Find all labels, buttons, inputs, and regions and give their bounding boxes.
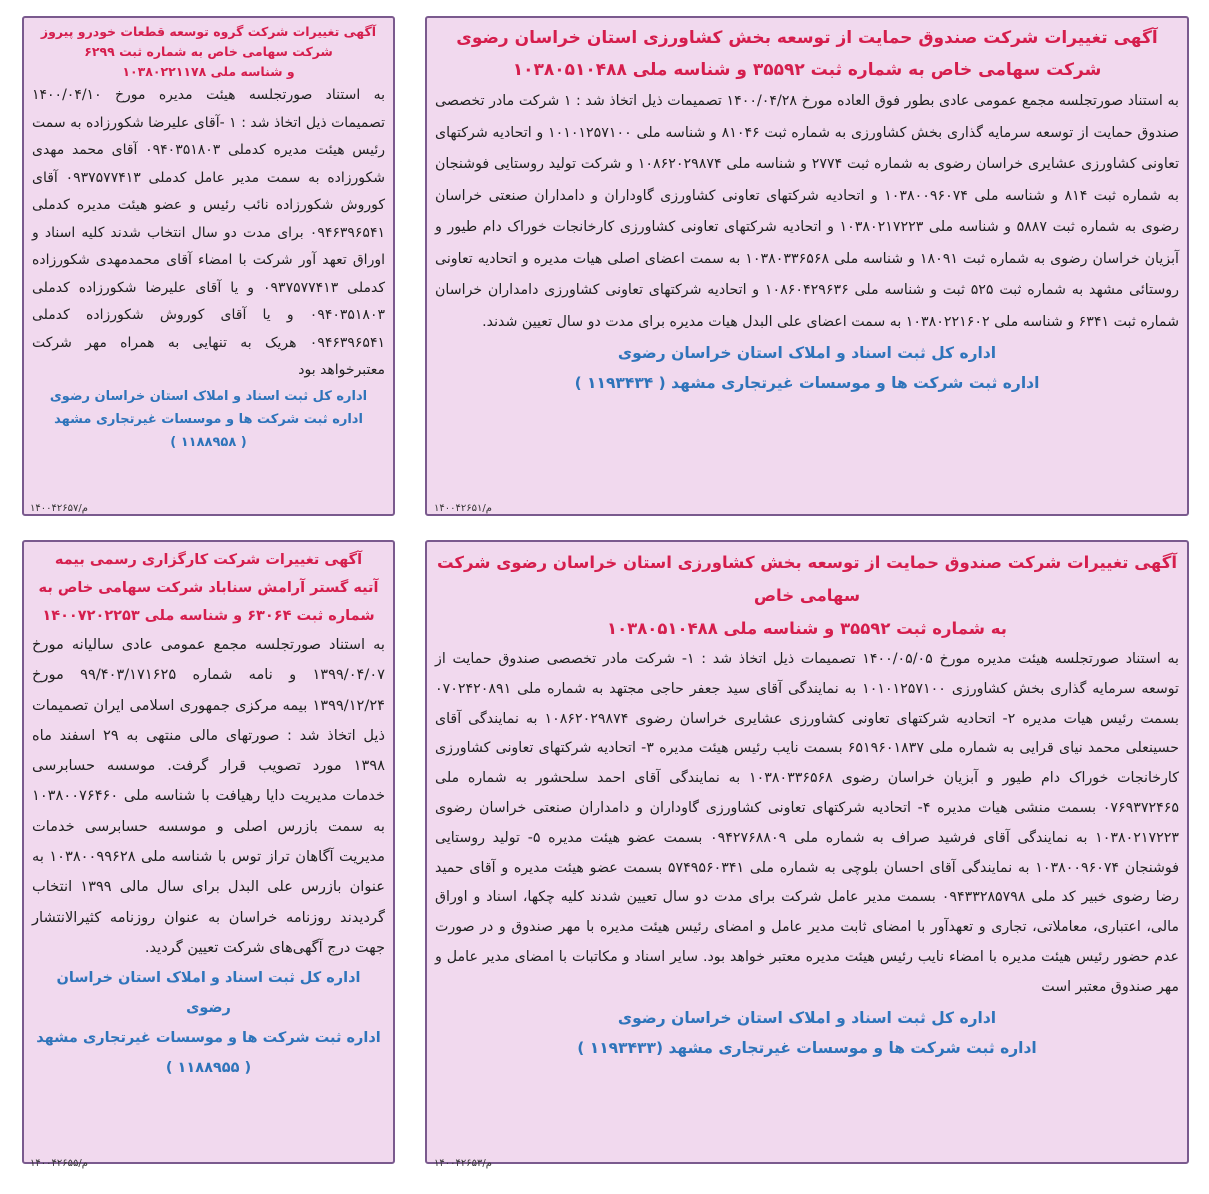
notice-footer-line: اداره کل ثبت اسناد و املاک استان خراسان رضوی xyxy=(617,344,997,362)
notice-title-line: آتیه گستر آرامش سناباد شرکت سهامی خاص به xyxy=(38,580,379,596)
notice-panel-4 xyxy=(22,540,395,1164)
notice-title-line: آگهی تغییرات شرکت گروه توسعه قطعات خودرو پیروز xyxy=(40,24,377,39)
notice-footer-line: اداره کل ثبت اسناد و املاک استان خراسان رضوی xyxy=(56,970,361,1017)
notice-body: به استناد صورتجلسه مجمع عمومی عادی سالیانه مورخ ۱۳۹۹/۰۴/۰۷ و نامه شماره ۹۹/۴۰۳/۱۷۱۶۲۵ مورخ ۱۳۹۹/۱۲/۲۴ بیمه مرکزی جمهوری اسلامی ایران تصمیمات ذیل اتخاذ شد : صورتهای مالی منتهی به ۲۹ اسفند ماه ۱۳۹۸ مورد تصویب قرار گرفت. موسسه حسابرسی خدمات مدیریت دایا رهیافت با شناسه ملی ۱۰۳۸۰۰۷۶۴۶۰ به سمت بازرس اصلی و موسسه حسابرسی خدمات مدیریت آگاهان تراز توس با شناسه ملی ۱۰۳۸۰۰۹۹۶۲۸ به عنوان بازرس علی البدل برای سال مالی ۱۳۹۹ انتخاب گردیدند روزنامه خراسان به عنوان روزنامه کثیرالانتشار جهت درج آگهی‌های شرکت تعیین گردید. xyxy=(32,636,385,956)
notice-title-line: شرکت سهامی خاص به شماره ثبت ۳۵۵۹۲ و شناسه ملی ۱۰۳۸۰۵۱۰۴۸۸ xyxy=(512,60,1102,80)
notice-body: به استناد صورتجلسه هیئت مدیره مورخ ۱۴۰۰/۰۴/۱۰ تصمیمات ذیل اتخاذ شد : ۱ -آقای علیرضا شکورزاده به سمت رئیس هیئت مدیره کدملی ۰۹۴۰۳۵۱۸۰۳ آقای محمد مهدی شکورزاده به سمت مدیر عامل کدملی ۰۹۳۷۵۷۷۴۱۳ آقای کوروش شکورزاده نائب رئیس و عضو هیئت مدیره کدملی ۰۹۴۶۳۹۶۵۴۱ برای مدت دو سال انتخاب شدند کلیه اسناد و اوراق تعهد آور شرکت با امضاء آقای محمدمهدی شکورزاده کدملی ۰۹۳۷۵۷۷۴۱۳ و یا آقای علیرضا شکورزاده کدملی ۰۹۴۰۳۵۱۸۰۳ و یا آقای کوروش شکورزاده کدملی ۰۹۴۶۳۹۶۵۴۱ هریک به تنهایی به همراه مهر شرکت معتبرخواهد بود xyxy=(32,87,385,378)
notice-code: ۱۴۰۰۴۲۶۵۵/م xyxy=(30,1158,88,1169)
notice-body: به استناد صورتجلسه هیئت مدیره مورخ ۱۴۰۰/۰۵/۰۵ تصمیمات ذیل اتخاذ شد : ۱- شرکت مادر تخصصی صندوق حمایت از توسعه سرمایه گذاری بخش کشاورزی ۱۰۱۰۱۲۵۷۱۰۰ به نمایندگی آقای سید جعفر حاجی مجتهد به شماره ملی ۰۷۰۲۴۲۰۸۹۱ بسمت رئیس هیات مدیره ۲- اتحادیه شرکتهای تعاونی کشاورزی عشایری خراسان رضوی ۱۰۸۶۲۰۲۹۸۷۴ به نمایندگی آقای حسینعلی محمد نیای قرایی به شماره ملی ۶۵۱۹۶۰۱۸۳۷ بسمت نایب رئیس هیئت مدیره ۳- اتحادیه شرکتهای تعاونی کشاورزی کارخانجات خوراک دام طیور و آبزیان خراسان رضوی ۱۰۳۸۰۳۳۶۵۶۸ به نمایندگی آقای احمد سلحشور به شماره ملی ۰۷۶۹۳۷۲۴۶۵ بسمت منشی هیات مدیره ۴- اتحادیه شرکتهای تعاونی کشاورزی گاوداران و دامداران صنعتی خراسان رضوی ۱۰۳۸۰۲۱۷۲۲۳ به نمایندگی آقای فرشید صراف به شماره ملی ۰۹۴۲۷۶۸۸۰۹ بسمت عضو هیئت مدیره ۵- تولید روستایی فوشنجان ۱۰۳۸۰۰۹۶۰۷۴ به نمایندگی آقای احسان بلوچی به شماره ملی ۵۷۴۹۵۶۰۳۴۱ بسمت عضو هیئت مدیره و آقای حمید رضا رضوی خبیر کد ملی ۰۹۴۳۳۲۸۵۷۹۸ بسمت مدیر عامل شرکت برای مدت دو سال تعیین شدند کلیه چکها، اسناد و اوراق مالی، اعتباری، معاملاتی، تجاری و تعهدآور با امضای ثابت مدیر عامل و امضای رئیس هیئت مدیره با مهر صندوق و در صورت عدم حضور رئیس هیئت مدیره با امضاء نایب رئیس هیئت مدیره معتبر خواهد بود. سایر اسناد و مکاتبات با امضای مدیر عامل و مهر صندوق معتبر است xyxy=(435,651,1179,995)
notice-code: ۱۴۰۰۴۲۶۵۳/م xyxy=(434,1158,492,1169)
notice-title-line: به شماره ثبت ۳۵۵۹۲ و شناسه ملی ۱۰۳۸۰۵۱۰۴۸۸ xyxy=(607,619,1007,638)
notice-footer-line: اداره ثبت شرکت ها و موسسات غیرتجاری مشهد ( ۱۱۹۳۴۳۴ ) xyxy=(574,374,1040,392)
notice-panel-2 xyxy=(22,16,395,516)
notice-footer-line: ( ۱۱۸۸۹۵۸ ) xyxy=(170,434,247,450)
notice-footer-line: ( ۱۱۸۸۹۵۵ ) xyxy=(165,1060,252,1077)
notice-title-line: شرکت سهامی خاص به شماره ثبت ۶۲۹۹ xyxy=(84,44,333,59)
notice-title-line: آگهی تغییرات شرکت صندوق حمایت از توسعه بخش کشاورزی استان خراسان رضوی xyxy=(456,28,1158,48)
notice-footer-line: اداره ثبت شرکت ها و موسسات غیرتجاری مشهد xyxy=(54,411,363,427)
notice-title-line: آگهی تغییرات شرکت کارگزاری رسمی بیمه xyxy=(54,552,363,568)
notice-panel-1 xyxy=(425,16,1189,516)
notice-panel-3 xyxy=(425,540,1189,1164)
notice-title-line: و شناسه ملی ۱۰۳۸۰۲۲۱۱۷۸ xyxy=(122,64,295,79)
notice-code: ۱۴۰۰۴۲۶۵۱/م xyxy=(434,503,492,514)
notice-footer-line: اداره کل ثبت اسناد و املاک استان خراسان رضوی xyxy=(49,388,368,404)
notice-code: ۱۴۰۰۴۲۶۵۷/م xyxy=(30,503,88,514)
notice-footer-line: اداره ثبت شرکت ها و موسسات غیرتجاری مشهد xyxy=(36,1030,381,1047)
notice-title-line: آگهی تغییرات شرکت صندوق حمایت از توسعه بخش کشاورزی استان خراسان رضوی شرکت سهامی خاص xyxy=(436,553,1178,605)
notice-body: به استناد صورتجلسه مجمع عمومی عادی بطور فوق العاده مورخ ۱۴۰۰/۰۴/۲۸ تصمیمات ذیل اتخاذ شد : ۱ شرکت مادر تخصصی صندوق حمایت از توسعه سرمایه گذاری بخش کشاورزی به شماره ثبت ۸۱۰۴۶ و شناسه ملی ۱۰۱۰۱۲۵۷۱۰۰ و اتحادیه شرکتهای تعاونی کشاورزی عشایری خراسان رضوی به شماره ثبت ۲۷۷۴ و شناسه ملی ۱۰۸۶۲۰۲۹۸۷۴ و شرکت تولید روستایی فوشنجان به شماره ثبت ۸۱۴ و شناسه ملی ۱۰۳۸۰۰۹۶۰۷۴ و اتحادیه شرکتهای تعاونی کشاورزی گاوداران و دامداران صنعتی خراسان رضوی به شماره ثبت ۵۸۸۷ و شناسه ملی ۱۰۳۸۰۲۱۷۲۲۳ و اتحادیه شرکتهای تعاونی کشاورزی کارخانجات خوراک دام طیور و آبزیان خراسان رضوی به شماره ثبت ۱۸۰۹۱ و شناسه ملی ۱۰۳۸۰۳۳۶۵۶۸ به سمت اعضای اصلی هیات مدیره و اتحادیه تعاونی روستائی مشهد به شماره ثبت ۵۲۵ ثبت و شناسه ملی ۱۰۸۶۰۴۲۹۶۳۶ و اتحادیه شرکتهای تعاونی کشاورزی دامداران خراسان شماره ثبت ۶۳۴۱ و شناسه ملی ۱۰۳۸۰۲۲۱۶۰۲ به سمت اعضای علی البدل هیات مدیره برای مدت دو سال تعیین شدند. xyxy=(435,93,1180,330)
notice-title-line: شماره ثبت ۶۳۰۶۴ و شناسه ملی ۱۴۰۰۷۲۰۲۲۵۳ xyxy=(42,608,375,624)
notice-footer-line: اداره کل ثبت اسناد و املاک استان خراسان رضوی xyxy=(617,1008,997,1027)
notice-footer-line: اداره ثبت شرکت ها و موسسات غیرتجاری مشهد (۱۱۹۳۴۳۳ ) xyxy=(577,1038,1037,1057)
